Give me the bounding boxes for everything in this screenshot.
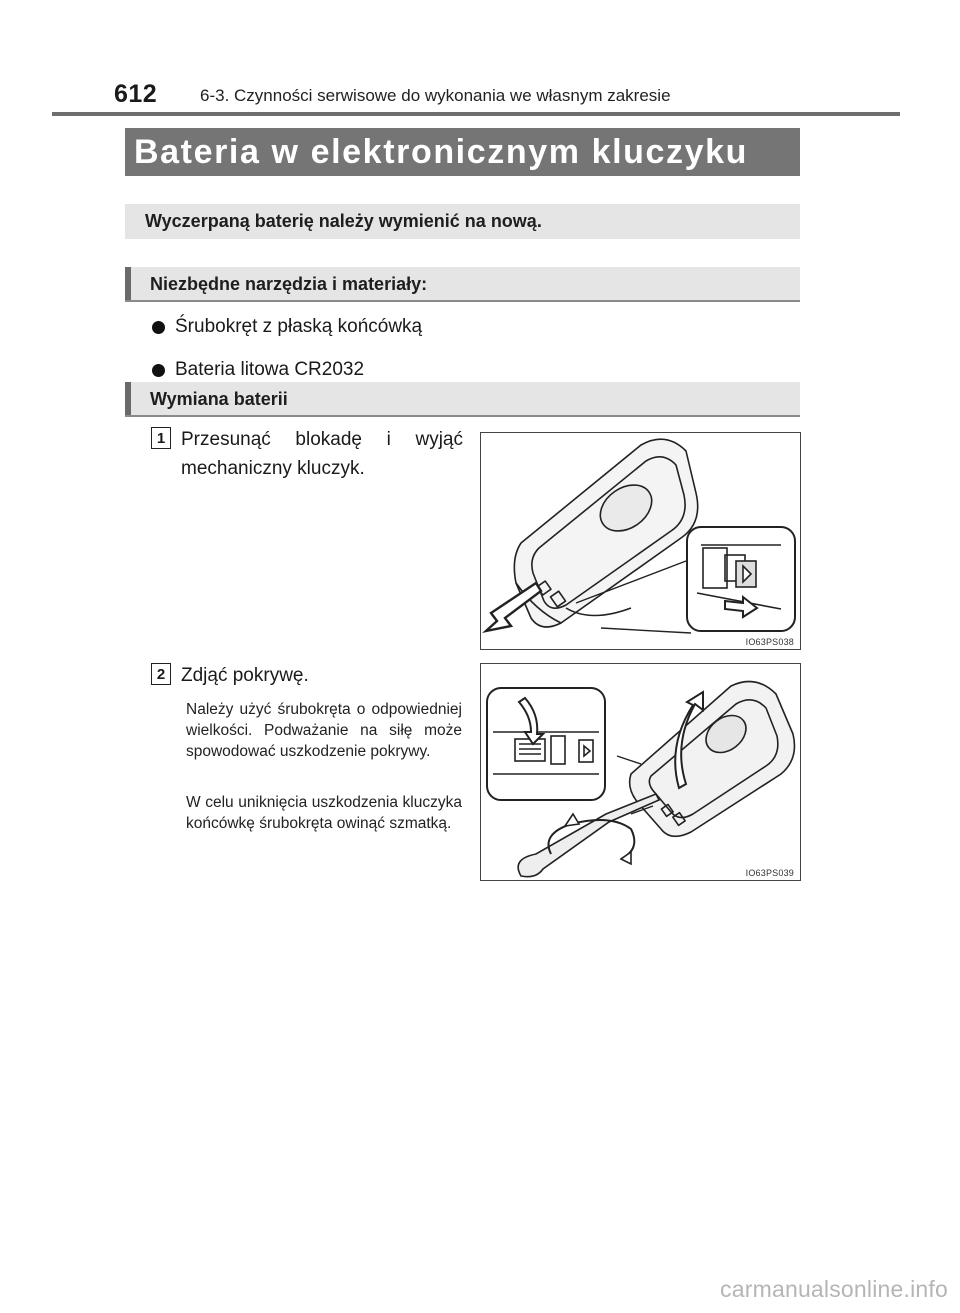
list-item bbox=[152, 312, 422, 342]
tools-heading-rule bbox=[125, 300, 800, 302]
section-title: 6-3. Czynności serwisowe do wykonania we własnym zakresie bbox=[200, 86, 671, 105]
replacement-heading: Wymiana baterii bbox=[150, 389, 288, 409]
figure-id: IO63PS039 bbox=[745, 868, 794, 878]
bullet-icon bbox=[152, 321, 165, 334]
replacement-heading-bar bbox=[125, 382, 800, 417]
figure-key-unlock bbox=[480, 432, 801, 650]
page-title-bar bbox=[125, 128, 800, 176]
step-1-text: Przesunąć blokadę i wyjąć mechaniczny kluczyk. bbox=[181, 429, 463, 479]
tools-heading: Niezbędne narzędzia i materiały: bbox=[150, 274, 428, 294]
step-2-text: Zdjąć pokrywę. bbox=[181, 665, 309, 686]
page-title: Bateria w elektronicznym kluczyku bbox=[134, 132, 749, 171]
summary-bar bbox=[125, 204, 800, 239]
step-number-badge: 2 bbox=[151, 663, 171, 685]
step-2-note-1: Należy użyć śrubokręta o odpowiedniej wielkości. Podważanie na siłę może spowodować uszkodzenie pokrywy. bbox=[186, 701, 462, 760]
replacement-heading-rule bbox=[125, 415, 800, 417]
cover-removal-illustration bbox=[481, 664, 800, 880]
tool-item-text: Bateria litowa CR2032 bbox=[175, 359, 365, 380]
watermark: carmanualsonline.info bbox=[720, 1276, 948, 1302]
tools-heading-bar bbox=[125, 267, 800, 302]
figure-cover-removal bbox=[480, 663, 801, 881]
list-item bbox=[152, 355, 422, 385]
key-fob-illustration bbox=[481, 433, 800, 649]
tool-item-text: Śrubokręt z płaską końcówką bbox=[175, 316, 423, 337]
step-number-badge: 1 bbox=[151, 427, 171, 449]
header-divider bbox=[52, 112, 900, 116]
page-number: 612 bbox=[114, 80, 158, 108]
figure-id: IO63PS038 bbox=[745, 637, 794, 647]
bullet-icon bbox=[152, 364, 165, 377]
summary-text: Wyczerpaną baterię należy wymienić na nową. bbox=[145, 211, 542, 231]
step-2-note-2: W celu uniknięcia uszkodzenia kluczyka końcówkę śrubokręta owinąć szmatką. bbox=[186, 794, 462, 832]
